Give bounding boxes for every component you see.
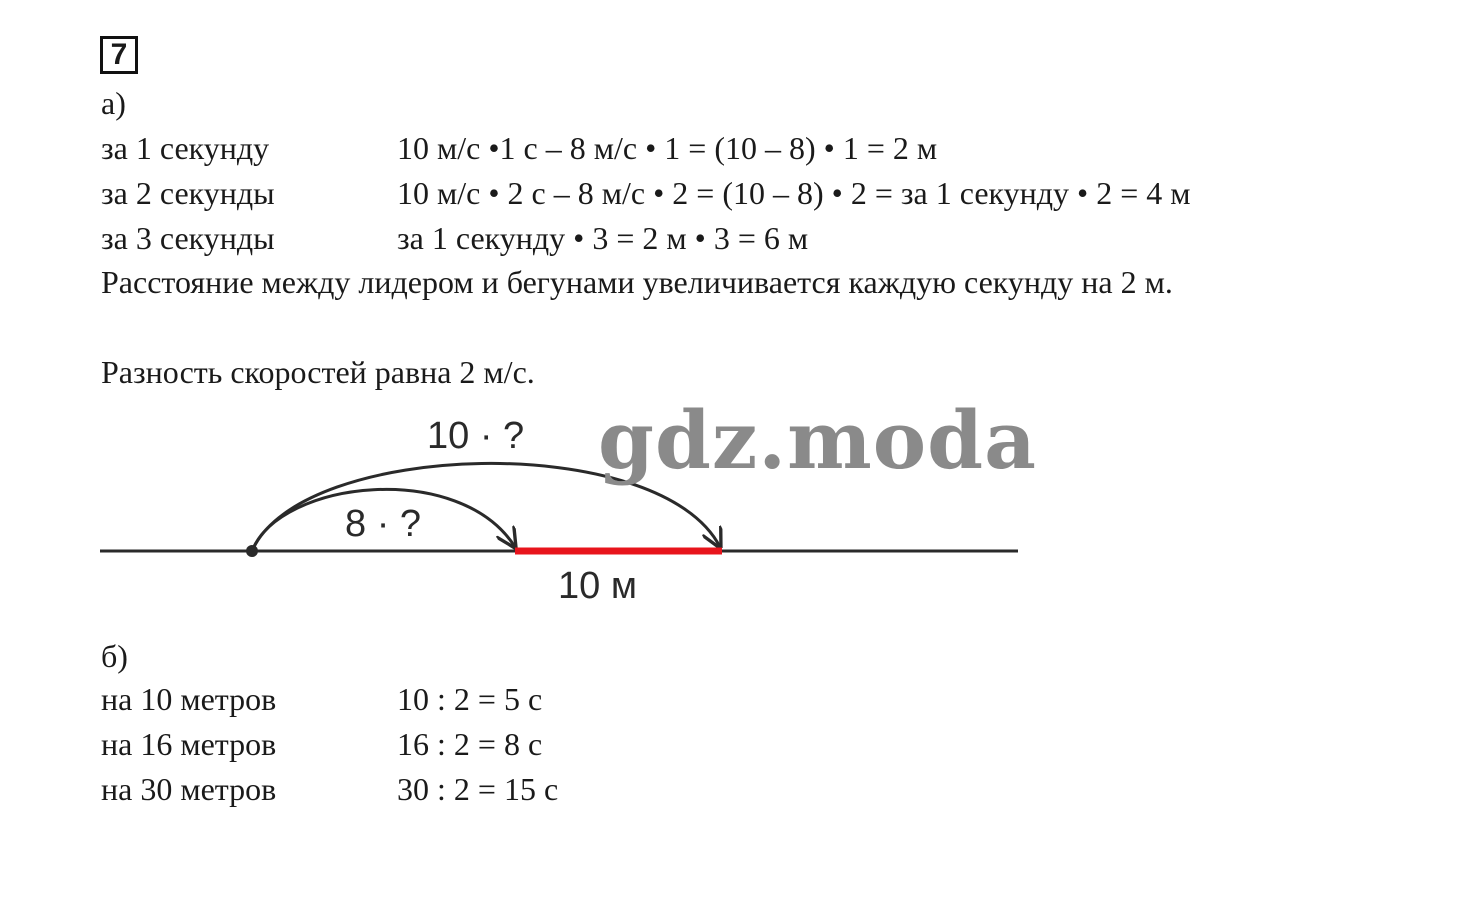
row-label: за 2 секунды <box>101 175 275 211</box>
row-formula: 30 : 2 = 15 с <box>397 771 559 807</box>
row-label: на 16 метров <box>101 726 277 762</box>
row-formula: за 1 секунду • 3 = 2 м • 3 = 6 м <box>397 220 809 256</box>
task-number: 7 <box>100 36 138 74</box>
long-arc-label: 10 · ? <box>427 415 525 457</box>
segment-length-label: 10 м <box>558 565 637 607</box>
row-label: на 10 метров <box>101 681 277 717</box>
short-arc-label: 8 · ? <box>345 503 422 545</box>
row-label: за 3 секунды <box>101 220 275 256</box>
part-a-label: а) <box>101 85 126 121</box>
row-label: на 30 метров <box>101 771 277 807</box>
part-b-label: б) <box>101 638 128 674</box>
row-formula: 16 : 2 = 8 с <box>397 726 543 762</box>
row-label: за 1 секунду <box>101 130 270 166</box>
conclusion-distance: Расстояние между лидером и бегунами увеличивается каждую секунду на 2 м. <box>101 264 1173 300</box>
conclusion-speed-difference: Разность скоростей равна 2 м/с. <box>101 354 535 390</box>
row-formula: 10 : 2 = 5 с <box>397 681 543 717</box>
row-formula: 10 м/с •1 с – 8 м/с • 1 = (10 – 8) • 1 = 2 м <box>397 130 938 166</box>
watermark-logo: gdz.moda <box>598 393 1037 487</box>
row-formula: 10 м/с • 2 с – 8 м/с • 2 = (10 – 8) • 2 = за 1 секунду • 2 = 4 м <box>397 175 1191 211</box>
